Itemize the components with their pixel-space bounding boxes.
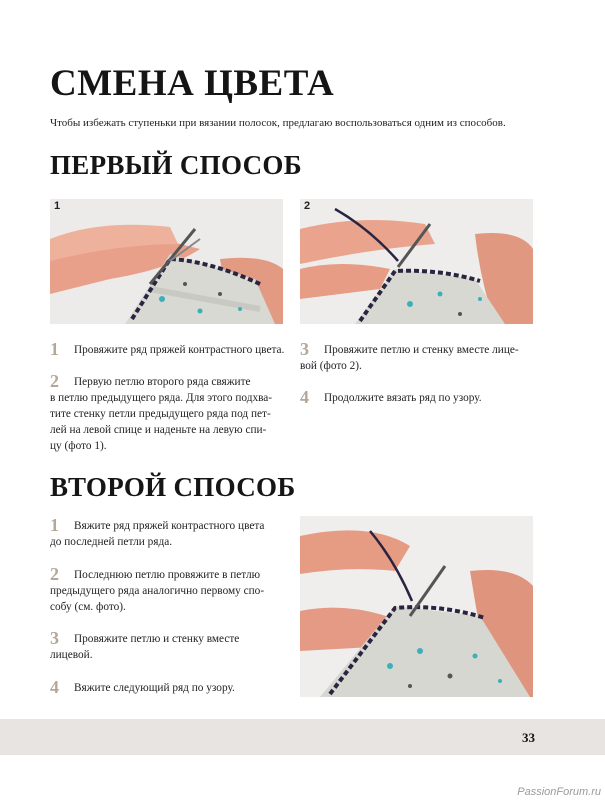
method2-step-1 xyxy=(50,517,290,550)
step-text: цу (фото 1). xyxy=(50,440,107,452)
step-text: собу (см. фото). xyxy=(50,601,126,613)
intro-text: Чтобы избежать ступеньки при вязании полосок, предлагаю воспользоваться одним из способов. xyxy=(50,117,506,129)
step-text: Провяжите ряд пряжей контрастного цвета. xyxy=(74,344,285,356)
photo-3 xyxy=(300,516,533,697)
knitting-photo-icon xyxy=(50,199,283,324)
method2-heading: ВТОРОЙ СПОСОБ xyxy=(50,472,296,502)
page-title: СМЕНА ЦВЕТА xyxy=(50,63,335,104)
step-number: 3 xyxy=(300,339,309,359)
step-text: лицевой. xyxy=(50,649,93,661)
step-text: вой (фото 2). xyxy=(300,360,362,372)
method2-step-2 xyxy=(50,566,290,615)
knitting-photo-icon xyxy=(300,199,533,324)
step-number: 4 xyxy=(50,677,59,697)
step-text: до последней петли ряда. xyxy=(50,536,173,548)
step-number: 2 xyxy=(50,564,59,584)
step-text: Провяжите петлю и стенку вместе xyxy=(74,633,240,645)
step-text: Вяжите ряд пряжей контрастного цвета xyxy=(74,520,265,532)
knitting-photo-icon xyxy=(300,516,533,697)
step-text: Последнюю петлю провяжите в петлю xyxy=(74,569,261,581)
method1-step-4 xyxy=(300,389,550,406)
step-text: Провяжите петлю и стенку вместе лице- xyxy=(324,344,519,356)
photo-1-label: 1 xyxy=(54,200,61,212)
photo-2-label: 2 xyxy=(304,200,311,212)
step-number: 4 xyxy=(300,387,309,407)
method1-step-1 xyxy=(50,341,290,358)
step-number: 1 xyxy=(50,515,59,535)
watermark: PassionForum.ru xyxy=(517,786,601,798)
step-text: в петлю предыдущего ряда. Для этого подхва- xyxy=(50,392,273,404)
step-text: лей на левой спице и наденьте на левую спи- xyxy=(50,424,267,436)
step-text: Вяжите следующий ряд по узору. xyxy=(74,682,235,694)
page-number: 33 xyxy=(522,730,535,745)
method2-step-3 xyxy=(50,630,290,663)
step-text: тите стенку петли предыдущего ряда под пет- xyxy=(50,408,271,420)
step-number: 3 xyxy=(50,628,59,648)
method2-step-4 xyxy=(50,679,290,696)
step-text: Продолжите вязать ряд по узору. xyxy=(324,392,482,404)
step-text: предыдущего ряда аналогично первому спо- xyxy=(50,585,265,597)
step-text: Первую петлю второго ряда свяжите xyxy=(74,376,251,388)
step-number: 2 xyxy=(50,371,59,391)
photo-1 xyxy=(50,199,283,324)
footer-band xyxy=(0,719,605,755)
step-number: 1 xyxy=(50,339,59,359)
method1-step-3 xyxy=(300,341,550,374)
method1-heading: ПЕРВЫЙ СПОСОБ xyxy=(50,150,302,180)
method1-step-2 xyxy=(50,373,295,454)
photo-2 xyxy=(300,199,533,324)
